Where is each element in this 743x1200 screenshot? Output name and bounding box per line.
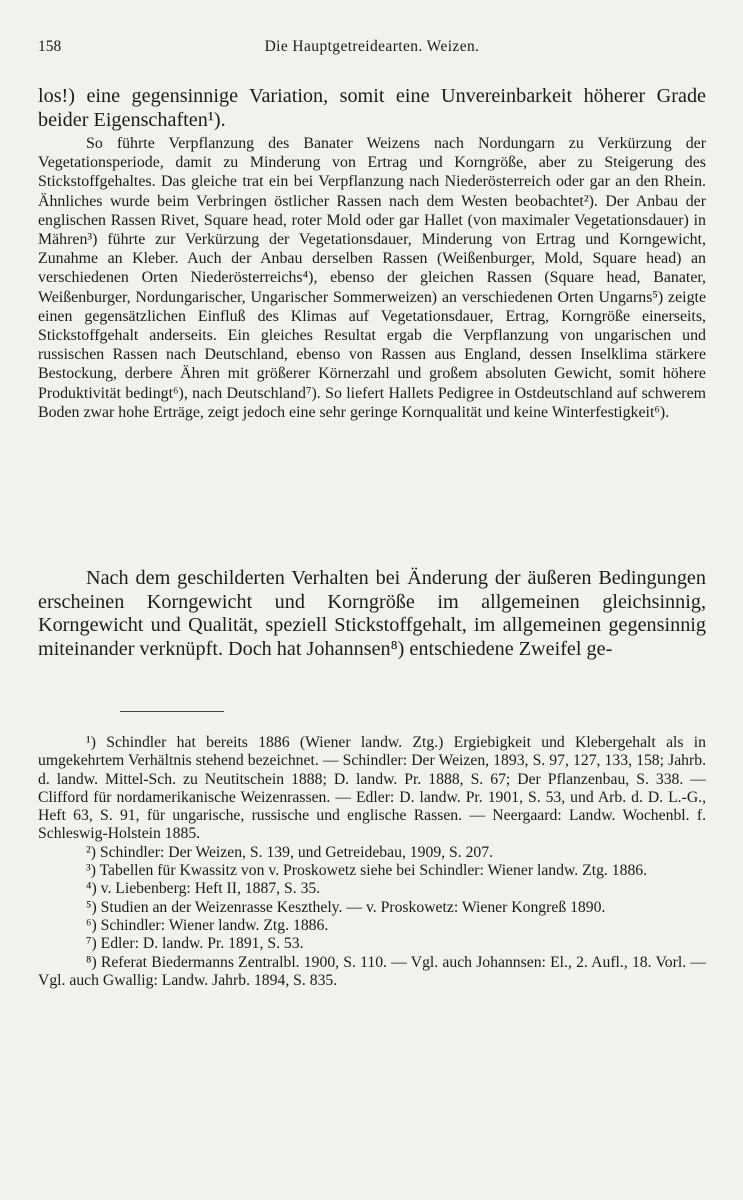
footnote-6: ⁶) Schindler: Wiener landw. Ztg. 1886. [86,916,329,934]
footnote-7: ⁷) Edler: D. landw. Pr. 1891, S. 53. [86,935,304,953]
footnote-4: ⁴) v. Liebenberg: Heft II, 1887, S. 35. [86,880,321,898]
body-paragraph-2: Nach dem geschilderten Verhalten bei Änderung der äußeren Bedingungen erscheinen Korngewicht und Korngröße im allgemeinen gleichsinnig, Korngewicht und Qualität, speziell Stickstoffgehalt, im allgemeinen gegensinnig miteinander verknüpft. Doch hat Johannsen⁸) entschiedene Zweifel ge- [38,567,706,660]
running-title: Die Hauptgetreidearten. Weizen. [264,38,480,55]
footnote-5: ⁵) Studien an der Weizenrasse Keszthely. — v. Proskowetz: Wiener Kongreß 1890. [86,898,606,916]
footnote-separator [120,711,224,712]
footnotes [38,734,706,990]
page-header [38,38,706,62]
body-paragraph-1: So führte Verpflanzung des Banater Weizens nach Nordungarn zu Verkürzung der Vegetationsperiode, damit zu Minderung von Ertrag und Korngröße, aber zu Steigerung des Stickstoffgehaltes. Das gleiche trat ein bei Verpflanzung nach Niederösterreich oder gar an den Rhein. Ähnliches wurde beim Verbringen östlicher Rassen nach dem Westen beobachtet²). Der Anbau der englischen Rassen Rivet, Square head, roter Mold oder gar Hallet (von maximaler Vegetationsdauer) in Mähren³) führte zur Verkürzung der Vegetationsdauer, Minderung von Ertrag und Korngewicht, Zunahme an Kleber. Auch der Anbau derselben Rassen (Weißenburger, Mold, Square head) an verschiedenen Orten Niederösterreichs⁴), ebenso der gleichen Rassen (Square head, Banater, Weißenburger, Nordungarischer, Ungarischer Sommerweizen) an verschiedenen Orten Ungarns⁵) zeigte einen gegensätzlichen Einfluß des Klimas auf Vegetationsdauer, Ertrag, Korngröße einerseits, Stickstoffgehalt anderseits. Ein gleiches Resultat ergab die Verpflanzung von ungarischen und russischen Rassen nach Deutschland, ebenso von Rassen aus England, dessen Inselklima stärkere Bestockung, derbere Ähren mit größerer Körnerzahl und großem absoluten Gewicht, somit höhere Produktivität bedingt⁶), nach Deutschland⁷). So liefert Hallets Pedigree in Ostdeutschland auf schwerem Boden zwar hohe Erträge, zeigt jedoch eine sehr geringe Kornqualität und keine Winterfestigkeit⁶). [38,135,706,421]
page-number: 158 [38,38,62,55]
footnote-3: ³) Tabellen für Kwassitz von v. Proskowetz siehe bei Schindler: Wiener landw. Ztg. 1886. [86,862,648,880]
footnote-2: ²) Schindler: Der Weizen, S. 139, und Getreidebau, 1909, S. 207. [86,843,494,861]
footnote-1: ¹) Schindler hat bereits 1886 (Wiener landw. Ztg.) Ergiebigkeit und Klebergehalt als in umgekehrtem Verhältnis stehend bezeichnet. — Schindler: Der Weizen, 1893, S. 97, 127, 133, 158; Jahrb. d. landw. Mittel-Sch. zu Neutitschein 1888; D. landw. Pr. 1888, S. 67; Der Pflanzenbau, S. 338. — Clifford für nordamerikanische Weizenrassen. — Edler: D. landw. Pr. 1901, S. 53, und Arb. d. D. L.-G., Heft 63, S. 91, für ungarische, russische und englische Rassen. — Neergaard: Landw. Wochenbl. f. Schleswig-Holstein 1885. [38,734,706,843]
footnote-8: ⁸) Referat Biedermanns Zentralbl. 1900, S. 110. — Vgl. auch Johannsen: El., 2. Aufl., 18. Vorl. — Vgl. auch Gwallig: Landw. Jahrb. 1894, S. 835. [38,953,706,989]
continuation-paragraph: los!) eine gegensinnige Variation, somit eine Unvereinbarkeit höherer Grade beider Eigenschaften¹). [38,85,706,131]
